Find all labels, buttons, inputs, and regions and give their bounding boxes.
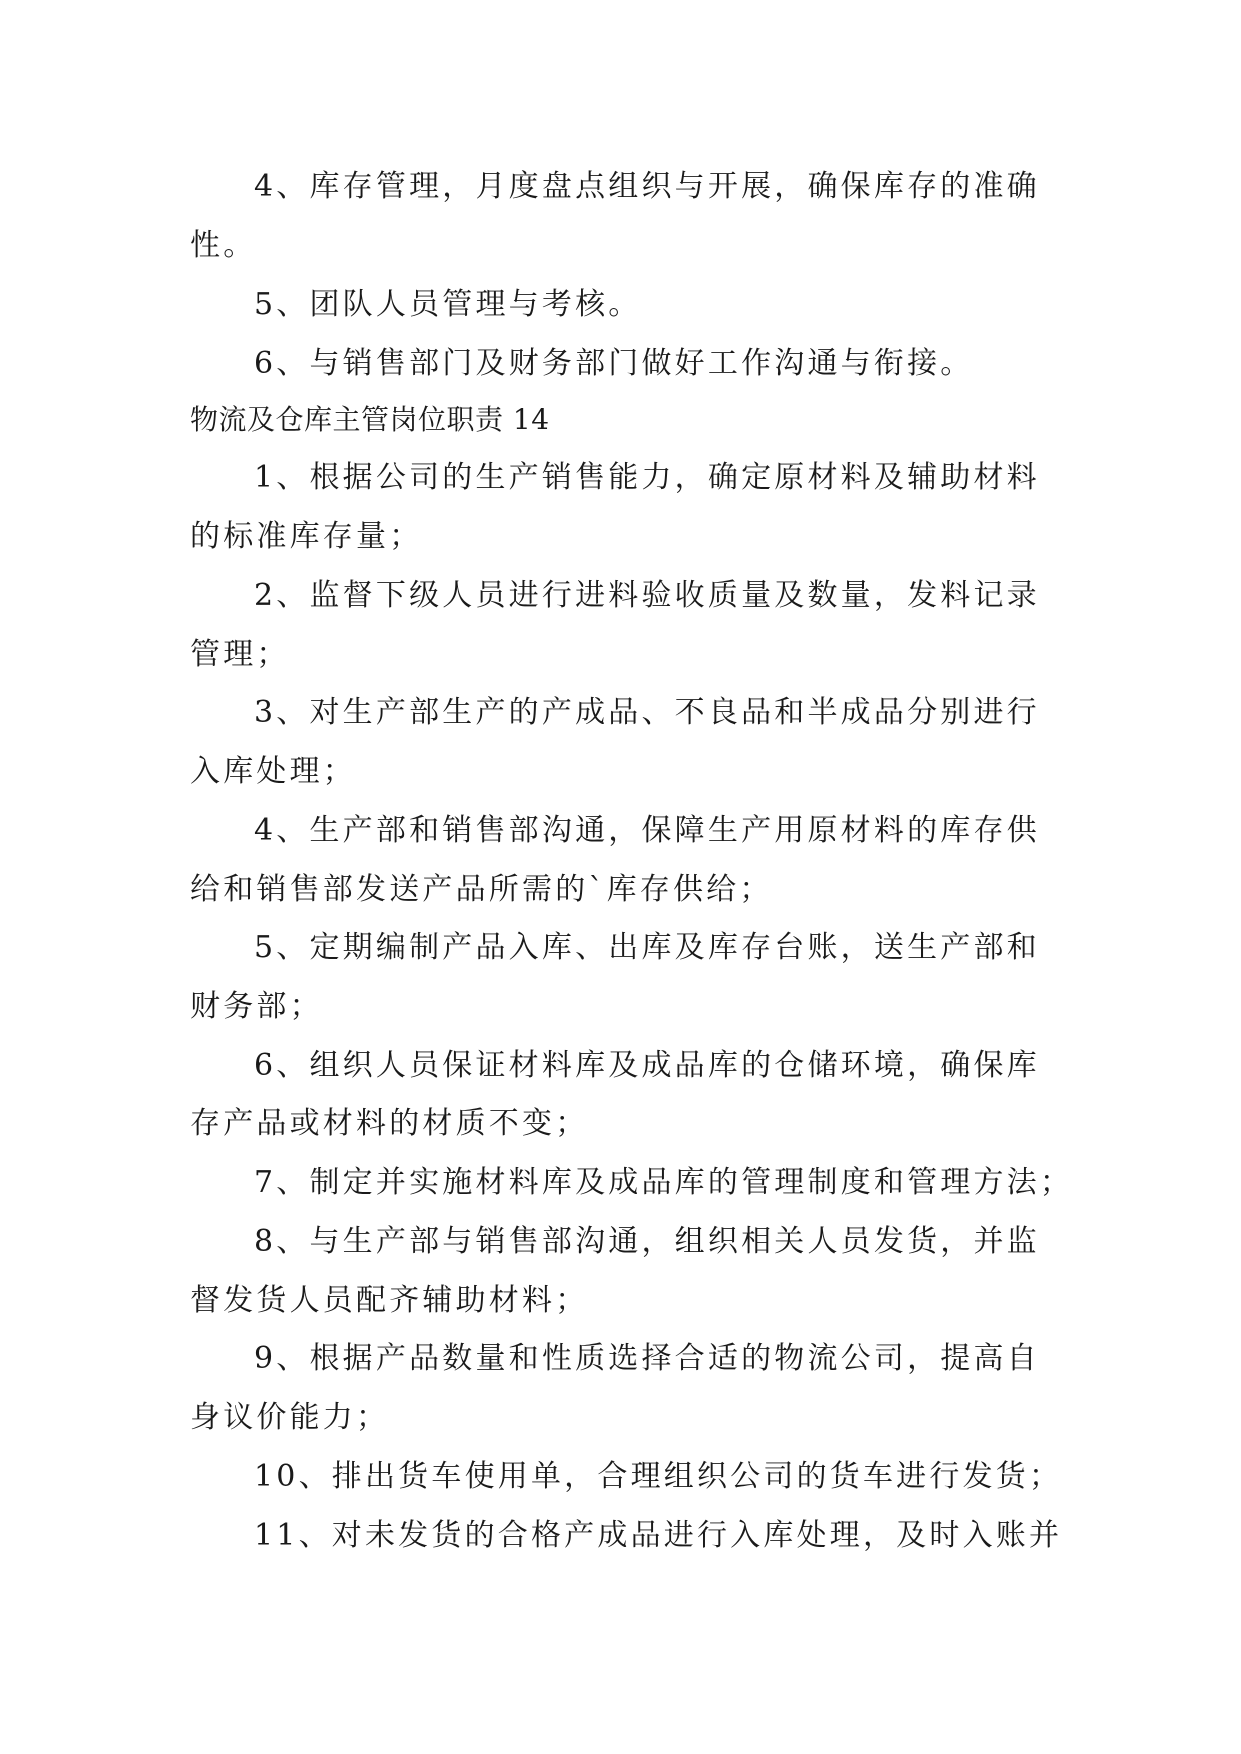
paragraph-line: 11、对未发货的合格产成品进行入库处理，及时入账并 bbox=[254, 1518, 1063, 1553]
paragraph-line: 身议价能力； bbox=[190, 1400, 390, 1435]
paragraph-line: 财务部； bbox=[190, 989, 323, 1024]
paragraph-line: 存产品或材料的材质不变； bbox=[190, 1106, 589, 1141]
paragraph-line: 7、制定并实施材料库及成品库的管理制度和管理方法； bbox=[254, 1165, 1074, 1200]
paragraph-line: 5、定期编制产品入库、出库及库存台账，送生产部和 bbox=[254, 930, 1040, 965]
paragraph-line: 3、对生产部生产的产成品、不良品和半成品分别进行 bbox=[254, 695, 1040, 730]
paragraph-line: 1、根据公司的生产销售能力，确定原材料及辅助材料 bbox=[254, 460, 1040, 495]
paragraph-line: 4、生产部和销售部沟通，保障生产用原材料的库存供 bbox=[254, 813, 1040, 848]
paragraph-line: 督发货人员配齐辅助材料； bbox=[190, 1283, 589, 1318]
paragraph-line: 5、团队人员管理与考核。 bbox=[254, 287, 642, 322]
paragraph-line: 6、与销售部门及财务部门做好工作沟通与衔接。 bbox=[254, 346, 974, 381]
paragraph-line: 6、组织人员保证材料库及成品库的仓储环境，确保库 bbox=[254, 1048, 1040, 1083]
paragraph-line: 10、排出货车使用单，合理组织公司的货车进行发货； bbox=[254, 1459, 1063, 1494]
paragraph-line: 性。 bbox=[190, 228, 257, 263]
paragraph-line: 4、库存管理，月度盘点组织与开展，确保库存的准确 bbox=[254, 169, 1040, 204]
paragraph-line: 的标准库存量； bbox=[190, 519, 423, 554]
paragraph-line: 9、根据产品数量和性质选择合适的物流公司，提高自 bbox=[254, 1341, 1040, 1376]
paragraph-line: 2、监督下级人员进行进料验收质量及数量，发料记录 bbox=[254, 578, 1040, 613]
paragraph-line: 管理； bbox=[190, 637, 290, 672]
paragraph-line: 入库处理； bbox=[190, 754, 356, 789]
section-heading: 物流及仓库主管岗位职责 14 bbox=[190, 403, 550, 436]
paragraph-line: 8、与生产部与销售部沟通，组织相关人员发货，并监 bbox=[254, 1224, 1040, 1259]
paragraph-line: 给和销售部发送产品所需的`库存供给； bbox=[190, 872, 773, 907]
